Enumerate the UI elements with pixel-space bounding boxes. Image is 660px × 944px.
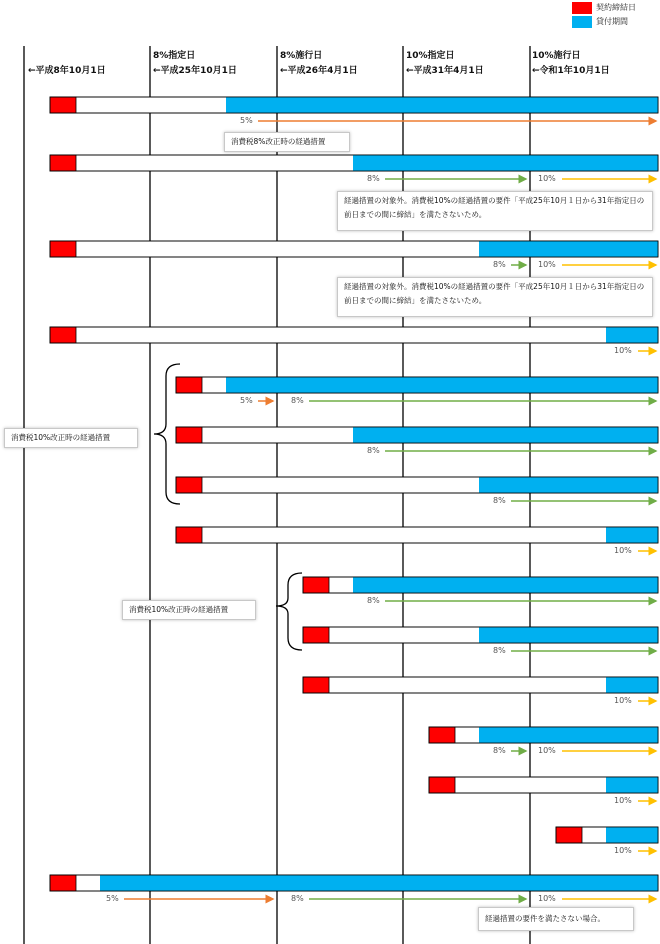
- contract-date-mark: [176, 477, 202, 493]
- contract-date-mark: [50, 875, 76, 891]
- rate-label: 10%: [538, 894, 556, 903]
- contract-date-mark: [303, 677, 329, 693]
- note-excluded-1: 経過措置の対象外。消費税10%の経過措置の要件「平成25年10月１日から31年指定日の前日までの間に締結」を満たさないため。: [337, 191, 653, 231]
- rate-label: 5%: [240, 116, 253, 125]
- contract-date-mark: [176, 377, 202, 393]
- lease-period-bar: [226, 377, 658, 393]
- lease-row-outline: [50, 327, 658, 343]
- brace-10pct-group2: [276, 573, 302, 650]
- rate-label: 10%: [614, 846, 632, 855]
- rate-label: 8%: [493, 746, 506, 755]
- lease-period-bar: [479, 627, 658, 643]
- rate-label: 10%: [538, 174, 556, 183]
- lease-period-bar: [479, 241, 658, 257]
- note-8pct-transition: 消費税8%改正時の経過措置: [224, 132, 350, 152]
- contract-date-mark: [303, 627, 329, 643]
- lease-period-bar: [479, 477, 658, 493]
- rate-label: 10%: [614, 796, 632, 805]
- contract-date-mark: [176, 527, 202, 543]
- lease-period-bar: [606, 527, 658, 543]
- contract-date-mark: [556, 827, 582, 843]
- contract-date-mark: [429, 777, 455, 793]
- rate-label: 5%: [106, 894, 119, 903]
- rate-label: 8%: [367, 446, 380, 455]
- header-8pct-enforcement-date: ←平成26年4月1日: [280, 66, 358, 76]
- lease-period-bar: [606, 327, 658, 343]
- rate-label: 10%: [538, 260, 556, 269]
- lease-period-bar: [479, 727, 658, 743]
- lease-period-bar: [100, 875, 658, 891]
- contract-date-mark: [176, 427, 202, 443]
- rate-label: 8%: [367, 174, 380, 183]
- legend-lease-label: 貸付期間: [596, 17, 628, 26]
- header-8pct-enforcement-title: 8%施行日: [280, 51, 323, 61]
- contract-date-mark: [50, 97, 76, 113]
- contract-date-mark: [50, 241, 76, 257]
- rate-label: 8%: [493, 496, 506, 505]
- rate-label: 10%: [614, 696, 632, 705]
- rate-label: 8%: [367, 596, 380, 605]
- contract-date-mark: [50, 327, 76, 343]
- lease-period-bar: [606, 677, 658, 693]
- rate-label: 10%: [538, 746, 556, 755]
- header-10pct-enforcement-title: 10%施行日: [532, 51, 581, 61]
- rate-label: 10%: [614, 346, 632, 355]
- contract-date-mark: [50, 155, 76, 171]
- rate-label: 8%: [291, 894, 304, 903]
- rate-label: 8%: [493, 646, 506, 655]
- rate-label: 8%: [493, 260, 506, 269]
- lease-row-outline: [303, 677, 658, 693]
- rate-label: 5%: [240, 396, 253, 405]
- lease-period-bar: [353, 577, 658, 593]
- note-excluded-2: 経過措置の対象外。消費税10%の経過措置の要件「平成25年10月１日から31年指定日の前日までの間に締結」を満たさないため。: [337, 277, 653, 317]
- lease-row-outline: [176, 527, 658, 543]
- legend-contract-label: 契約締結日: [596, 3, 636, 12]
- lease-period-bar: [353, 427, 658, 443]
- note-10pct-transition-1: 消費税10%改正時の経過措置: [4, 428, 138, 448]
- header-8pct-designation-title: 8%指定日: [153, 51, 196, 61]
- header-heisei8-date: ←平成8年10月1日: [28, 66, 106, 76]
- rate-label: 8%: [291, 396, 304, 405]
- contract-date-mark: [303, 577, 329, 593]
- lease-period-bar: [353, 155, 658, 171]
- rate-label: 10%: [614, 546, 632, 555]
- contract-date-mark: [429, 727, 455, 743]
- header-10pct-enforcement-date: ←令和1年10月1日: [532, 66, 610, 76]
- header-10pct-designation-title: 10%指定日: [406, 51, 455, 61]
- header-10pct-designation-date: ←平成31年4月1日: [406, 66, 484, 76]
- note-not-eligible: 経過措置の要件を満たさない場合。: [478, 907, 634, 931]
- note-10pct-transition-2: 消費税10%改正時の経過措置: [122, 600, 256, 620]
- lease-period-bar: [606, 827, 658, 843]
- lease-period-bar: [226, 97, 658, 113]
- lease-period-bar: [606, 777, 658, 793]
- header-8pct-designation-date: ←平成25年10月1日: [153, 66, 237, 76]
